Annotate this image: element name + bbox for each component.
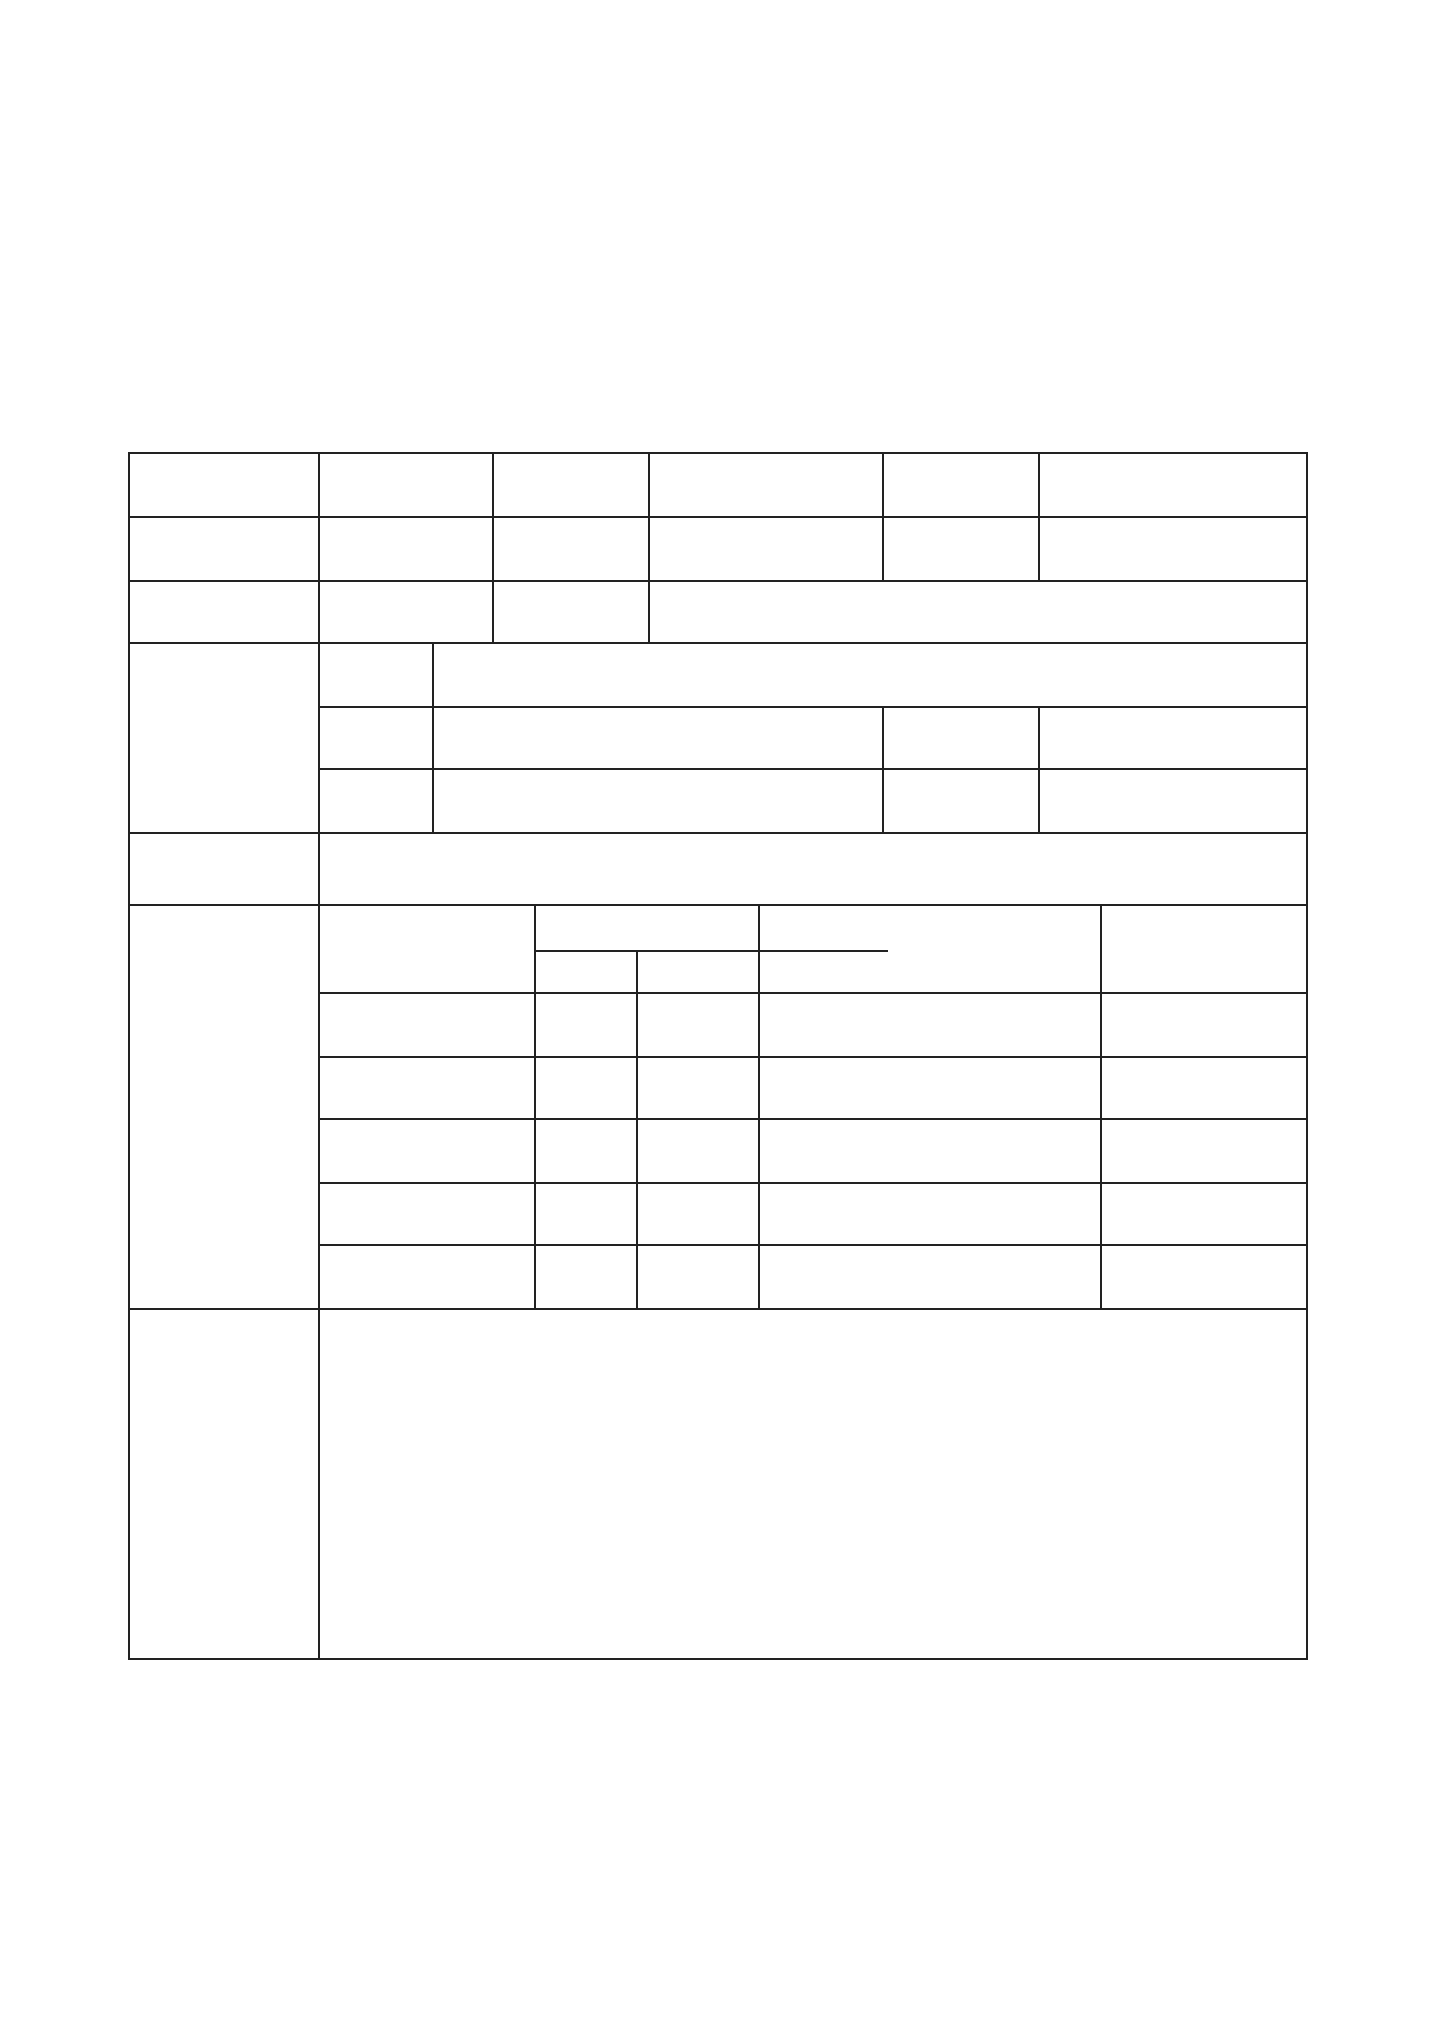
col-line-a1 [492, 452, 494, 516]
col-line-post-4 [1100, 904, 1102, 1308]
row-line-inst-2 [318, 768, 1308, 770]
form-border-top [128, 452, 1308, 454]
form-border-left [128, 452, 130, 1660]
post-line-2 [318, 1056, 1308, 1058]
review-label [142, 1442, 302, 1452]
form-border-bottom [128, 1658, 1308, 1660]
col-line-inst-d [1038, 706, 1040, 832]
post-name-header [334, 910, 524, 916]
col-line-inst [432, 642, 434, 832]
col-line-post-1 [534, 904, 536, 1308]
row-line-1 [128, 516, 1308, 518]
col-line-c [882, 452, 884, 580]
col-line-b1 [648, 452, 650, 580]
row-line-inst-1 [318, 706, 1308, 708]
row-line-3 [128, 642, 1308, 644]
col-line-d [1038, 452, 1040, 580]
row-line-5 [128, 904, 1308, 906]
col-line-b2 [648, 580, 650, 642]
col-line-inst-c [882, 706, 884, 832]
post-line-4 [318, 1182, 1308, 1184]
assessment-form [128, 452, 1308, 1660]
col-line-post-3 [758, 904, 760, 1308]
license-header [772, 910, 1088, 916]
main-posts-label [142, 1066, 302, 1076]
post-line-3 [318, 1118, 1308, 1120]
row-line-2 [128, 580, 1308, 582]
result-pass [330, 1420, 482, 1450]
eval-sub-line [534, 950, 888, 952]
cert-number-line [122, 378, 134, 408]
post-line-5 [318, 1244, 1308, 1246]
col-line-post-2 [636, 950, 638, 1308]
col-line-a2 [492, 516, 494, 642]
result-fail [674, 1420, 784, 1450]
practice-number-line [122, 414, 134, 444]
col-line-label [318, 452, 320, 1660]
row-line-4 [128, 832, 1308, 834]
post-line-1 [318, 992, 1308, 994]
row-line-6 [128, 1308, 1308, 1310]
